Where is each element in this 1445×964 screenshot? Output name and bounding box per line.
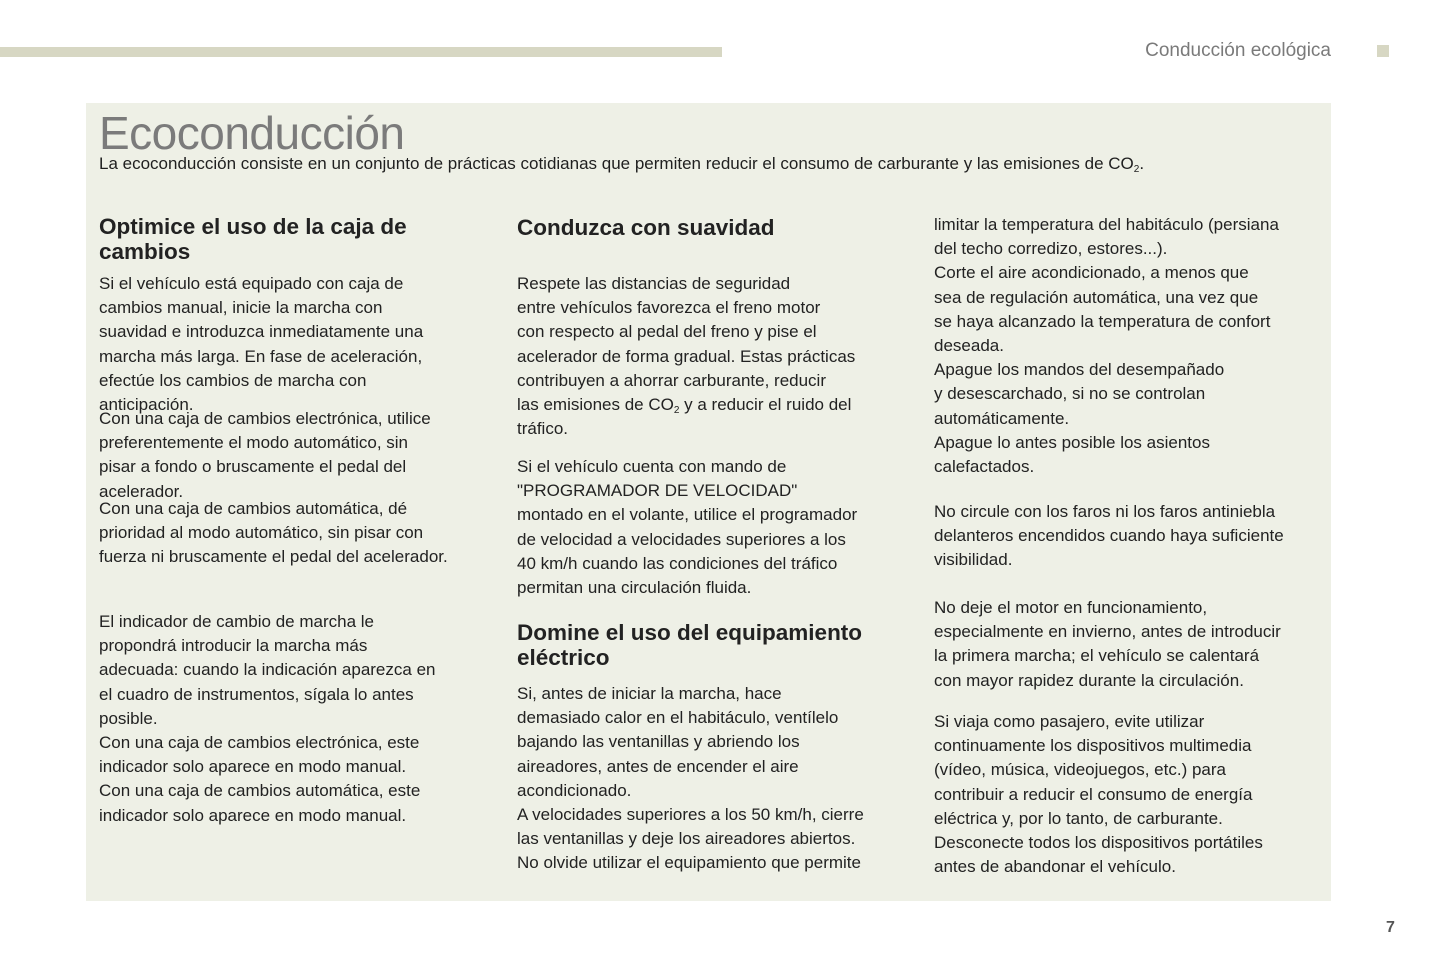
col3-paragraph-3 [934, 596, 1281, 693]
text-line: continuamente los dispositivos multimedia [934, 736, 1252, 756]
text-line: limitar la temperatura del habitáculo (persiana [934, 215, 1279, 234]
col1-paragraph-4 [99, 610, 435, 828]
text-line: fuerza ni bruscamente el pedal del acelerador. [99, 547, 448, 567]
col1-paragraph-3 [99, 497, 448, 570]
intro-end: . [1139, 154, 1145, 173]
header-square-marker [1377, 45, 1389, 57]
text-line: propondrá introducir la marcha más [99, 636, 368, 656]
text-line: las ventanillas y deje los aireadores abiertos. [517, 829, 856, 849]
text-line: con mayor rapidez durante la circulación. [934, 670, 1244, 690]
text-line: antes de abandonar el vehículo. [934, 857, 1176, 877]
text-line: aireadores, antes de encender el aire [517, 756, 799, 776]
heading-electrical-equipment: Domine el uso del equipamiento eléctrico [517, 620, 863, 670]
col2-paragraph-2 [517, 455, 857, 600]
text-line: Si el vehículo cuenta con mando de [517, 457, 787, 476]
text-line: cambios manual, inicie la marcha con [99, 298, 383, 318]
co2-line-start: las emisiones de CO [517, 395, 674, 415]
col3-paragraph-4 [934, 710, 1263, 879]
text-line: montado en el volante, utilice el programador [517, 505, 858, 525]
text-line: efectúe los cambios de marcha con [99, 370, 367, 390]
header-decorative-bar [0, 47, 722, 57]
text-line: Desconecte todos los dispositivos portátiles [934, 833, 1263, 853]
intro-text: La ecoconducción consiste en un conjunto de prácticas cotidianas que permiten reducir el consumo de carburante y las emisiones de CO [99, 154, 1134, 173]
text-line: de velocidad a velocidades superiores a los [517, 529, 846, 549]
text-line: el cuadro de instrumentos, sígala lo antes [99, 684, 414, 704]
text-line: Si el vehículo está equipado con caja de [99, 274, 404, 293]
text-line: permitan una circulación fluida. [517, 578, 752, 598]
text-line: prioridad al modo automático, sin pisar con [99, 523, 424, 543]
text-line: No deje el motor en funcionamiento, [934, 598, 1208, 617]
text-line: Con una caja de cambios automática, este [99, 781, 421, 801]
text-line: suavidad e introduzca inmediatamente una [99, 322, 424, 342]
text-line: Si, antes de iniciar la marcha, hace [517, 684, 782, 703]
text-line: la primera marcha; el vehículo se calentará [934, 646, 1260, 666]
col1-paragraph-1 [99, 272, 423, 417]
col2-paragraph-1-last: tráfico. [517, 419, 569, 439]
text-line: pisar a fondo o bruscamente el pedal del [99, 457, 407, 477]
text-line: Corte el aire acondicionado, a menos que [934, 263, 1249, 283]
heading-smooth-driving: Conduzca con suavidad [517, 215, 775, 240]
section-title: Conducción ecológica [1145, 40, 1331, 61]
text-line: Con una caja de cambios automática, dé [99, 499, 408, 518]
text-line: delanteros encendidos cuando haya suficiente [934, 526, 1284, 546]
text-line: Con una caja de cambios electrónica, este [99, 733, 420, 753]
text-line: acondicionado. [517, 780, 632, 800]
text-line: automáticamente. [934, 408, 1070, 428]
col3-paragraph-2 [934, 500, 1284, 573]
page-title: Ecoconducción [99, 107, 405, 159]
col1-paragraph-2 [99, 407, 431, 504]
text-line: "PROGRAMADOR DE VELOCIDAD" [517, 481, 798, 501]
col2-paragraph-1-lines [517, 272, 855, 393]
text-line: Respete las distancias de seguridad [517, 274, 791, 293]
text-line: adecuada: cuando la indicación aparezca en [99, 660, 436, 680]
text-line: con respecto al pedal del freno y pise el [517, 322, 817, 342]
text-line: bajando las ventanillas y abriendo los [517, 732, 800, 752]
text-line: (vídeo, música, videojuegos, etc.) para [934, 760, 1226, 780]
text-line: No olvide utilizar el equipamiento que permite [517, 853, 861, 873]
text-line: especialmente en invierno, antes de introducir [934, 622, 1281, 642]
text-line: Si viaja como pasajero, evite utilizar [934, 712, 1205, 731]
text-line: indicador solo aparece en modo manual. [99, 805, 407, 825]
text-line: demasiado calor en el habitáculo, ventílelo [517, 708, 839, 728]
text-line: posible. [99, 708, 158, 728]
text-line: marcha más larga. En fase de aceleración, [99, 346, 423, 366]
text-line: indicador solo aparece en modo manual. [99, 757, 407, 777]
co2-line [517, 393, 855, 417]
text-line: entre vehículos favorezca el freno motor [517, 298, 821, 318]
text-line: Apague lo antes posible los asientos [934, 432, 1210, 452]
text-line: acelerador de forma gradual. Estas prácticas [517, 346, 856, 366]
text-line: 40 km/h cuando las condiciones del tráfico [517, 553, 838, 573]
text-line: El indicador de cambio de marcha le [99, 612, 374, 631]
col2-paragraph-3 [517, 682, 864, 876]
text-line: eléctrica y, por lo tanto, de carburante. [934, 808, 1223, 828]
text-line: deseada. [934, 336, 1004, 356]
co2-line-end: y a reducir el ruido del [679, 395, 852, 415]
intro-subscript: 2 [1133, 164, 1140, 175]
text-line: contribuir a reducir el consumo de energía [934, 784, 1253, 804]
text-line: anticipación. [99, 395, 194, 415]
text-line: Apague los mandos del desempañado [934, 360, 1225, 380]
text-line: calefactados. [934, 457, 1035, 477]
text-line: contribuyen a ahorrar carburante, reducir [517, 370, 826, 390]
co2-subscript: 2 [673, 405, 680, 417]
text-line: Con una caja de cambios electrónica, utilice [99, 409, 431, 428]
text-line: A velocidades superiores a los 50 km/h, cierre [517, 805, 864, 825]
text-line: se haya alcanzado la temperatura de confort [934, 311, 1271, 331]
text-line: acelerador. [99, 481, 184, 501]
text-line: sea de regulación automática, una vez que [934, 287, 1259, 307]
text-line: No circule con los faros ni los faros antiniebla [934, 502, 1276, 521]
text-line: visibilidad. [934, 550, 1013, 570]
heading-gearbox: Optimice el uso de la caja de cambios [99, 214, 407, 264]
col3-paragraph-1 [934, 213, 1279, 479]
text-line: del techo corredizo, estores...). [934, 239, 1168, 259]
text-line: preferentemente el modo automático, sin [99, 433, 409, 453]
text-line: y desescarchado, si no se controlan [934, 384, 1206, 404]
col2-paragraph-1 [517, 272, 855, 441]
intro-paragraph [99, 152, 1144, 176]
page-number: 7 [1386, 919, 1395, 936]
